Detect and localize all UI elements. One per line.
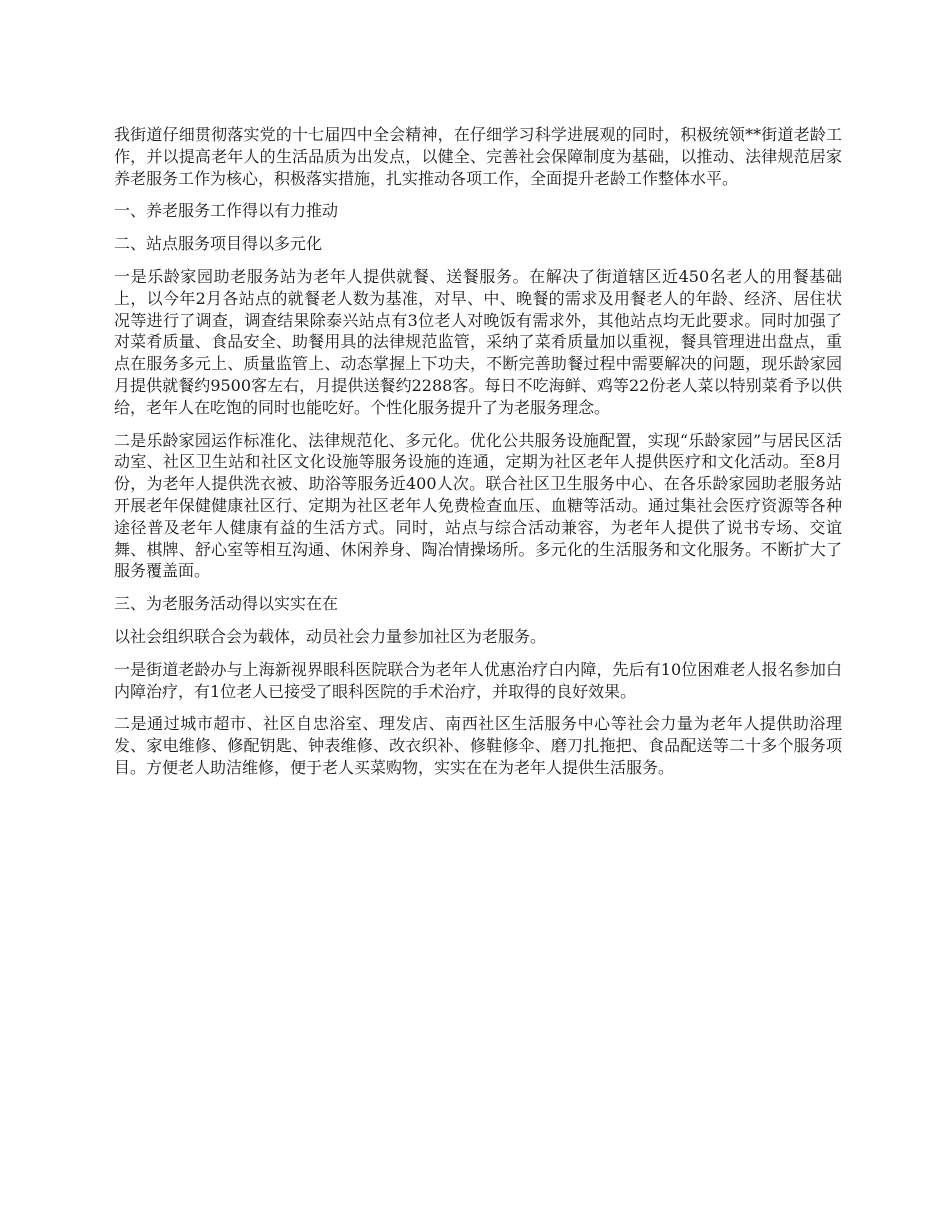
paragraph-eye-hospital: 一是街道老龄办与上海新视界眼科医院联合为老年人优惠治疗白内障，先后有10位困难老人报名参加白内障治疗，有1位老人已接受了眼科医院的手术治疗，并取得的良好效果。 [114,659,842,701]
paragraph-meal-service: 一是乐龄家园助老服务站为老年人提供就餐、送餐服务。在解决了街道辖区近450名老人的用餐基础上，以今年2月各站点的就餐老人数为基准，对早、中、晚餐的需求及用餐老人的年龄、经济、居住状况等进行了调查，调查结果除泰兴站点有3位老人对晚饭有需求外，其他站点均无此要求。同时加强了对菜肴质量、食品安全、助餐用具的法律规范监管，采纳了菜肴质量加以重视，餐具管理进出盘点，重点在服务多元上、质量监管上、动态掌握上下功夫，不断完善助餐过程中需要解决的问题，现乐龄家园月提供就餐约9500客左右，月提供送餐约2288客。每日不吃海鲜、鸡等22份老人菜以特别菜肴予以供给，老年人在吃饱的同时也能吃好。个性化服务提升了为老服务理念。 [114,266,842,417]
section-heading-2: 二、站点服务项目得以多元化 [114,234,323,254]
paragraph-social-organizations: 以社会组织联合会为载体，动员社会力量参加社区为老服务。 [114,626,547,646]
intro-paragraph: 我街道仔细贯彻落实党的十七届四中全会精神，在仔细学习科学进展观的同时，积极统领**街道老龄工作，并以提高老年人的生活品质为出发点，以健全、完善社会保障制度为基础，以推动、法律规范居家养老服务工作为核心，积极落实措施，扎实推动各项工作，全面提升老龄工作整体水平。 [114,125,842,188]
section-heading-1: 一、养老服务工作得以有力推动 [114,201,339,221]
section-heading-3: 三、为老服务活动得以实实在在 [114,594,339,614]
document-body [114,124,842,790]
paragraph-standardization: 二是乐龄家园运作标准化、法律规范化、多元化。优化公共服务设施配置，实现“乐龄家园”与居民区活动室、社区卫生站和社区文化设施等服务设施的连通，定期为社区老年人提供医疗和文化活动。至8月份，为老年人提供洗衣被、助浴等服务近400人次。联合社区卫生服务中心、在各乐龄家园助老服务站开展老年保健健康社区行、定期为社区老年人免费检查血压、血糖等活动。通过集社会医疗资源等各种途径普及老年人健康有益的生活方式。同时，站点与综合活动兼容，为老年人提供了说书专场、交谊舞、棋牌、舒心室等相互沟通、休闲养身、陶冶情操场所。多元化的生活服务和文化服务。不断扩大了服务覆盖面。 [114,430,842,581]
paragraph-community-services: 二是通过城市超市、社区自忠浴室、理发店、南西社区生活服务中心等社会力量为老年人提供助浴理发、家电维修、修配钥匙、钟表维修、改衣织补、修鞋修伞、磨刀扎拖把、食品配送等二十多个服务项目。方便老人助洁维修，便于老人买菜购物，实实在在为老年人提供生活服务。 [114,714,842,777]
